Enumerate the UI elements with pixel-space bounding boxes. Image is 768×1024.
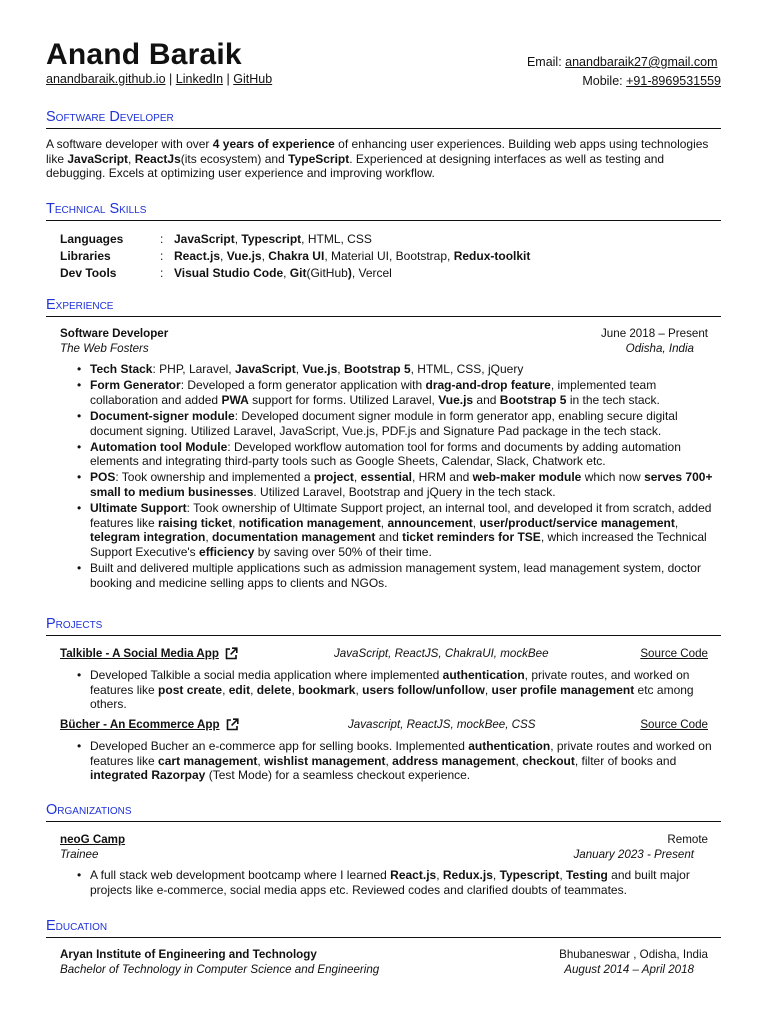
degree-name: Bachelor of Technology in Computer Science and Engineering [60, 962, 380, 976]
section-title-organizations: Organizations [46, 801, 721, 822]
experience-entry [60, 327, 722, 592]
text-run: , [261, 249, 269, 263]
contact-info [527, 53, 721, 91]
skill-key: Languages [60, 232, 124, 246]
bold-text: integrated Razorpay [90, 768, 206, 783]
section-title-experience: Experience [46, 296, 721, 317]
text-run: which now [581, 470, 645, 485]
list-item [90, 440, 722, 469]
summary-part: of enhancing user experiences. Building web apps using technologies like [46, 137, 709, 166]
bold-text: Chakra UI [268, 249, 325, 263]
mobile-line [527, 72, 721, 91]
text-run: , [355, 682, 363, 697]
bold-text: Redux-toolkit [453, 249, 531, 263]
email-label: Email: [526, 55, 562, 69]
link-separator: | [226, 72, 234, 86]
text-run: , [380, 515, 388, 530]
text-run: in the tech stack. [566, 392, 660, 407]
list-item [90, 561, 722, 590]
bold-text: post create [158, 682, 223, 697]
text-run: , HRM and [411, 470, 473, 485]
text-run: by saving over 50% of their time. [254, 545, 432, 560]
linkedin-link[interactable]: LinkedIn [175, 72, 224, 86]
organization-entry [60, 833, 722, 899]
school-location: Bhubaneswar , Odisha, India [559, 948, 708, 961]
bold-text: Bootstrap 5 [343, 362, 411, 377]
website-link[interactable]: anandbaraik.github.io [46, 72, 166, 86]
project-title[interactable]: Bücher - An Ecommerce App [60, 718, 220, 731]
text-run: and built major projects like e-commerce, social media apps etc. Reviewed codes and clarified doubts of teammates. [90, 868, 690, 897]
text-run: , [283, 266, 290, 280]
bold-text: essential [360, 470, 412, 485]
text-run: , [291, 682, 299, 697]
bold-text: cart management [158, 753, 258, 768]
bold-text: Typescript [499, 868, 560, 883]
text-run: , [234, 232, 242, 246]
email-line [527, 53, 721, 72]
bold-text: Git [289, 266, 307, 280]
section-title-education: Education [46, 917, 721, 938]
organization-bullets [60, 868, 722, 897]
text-run: , HTML, CSS [301, 232, 372, 246]
project-stack: JavaScript, ReactJS, ChakraUI, mockBee [334, 647, 549, 660]
skill-row [60, 231, 530, 248]
text-run: : Developed workflow automation tool for forms and documents by adding automation elements and integrating third-party tools such as Google Sheets, Calendar, Slack, Chatwork etc. [90, 439, 681, 469]
education-entry [60, 948, 708, 977]
bold-text: Automation tool Module [90, 439, 228, 454]
list-item [90, 362, 722, 377]
text-run: , [484, 682, 492, 697]
list-item [90, 409, 722, 438]
bold-text: Form Generator [90, 378, 181, 393]
summary-bold: ReactJs [134, 151, 181, 166]
text-run: (GitHub [306, 266, 348, 280]
bold-text: Bootstrap 5 [499, 392, 567, 407]
bold-text: JavaScript [234, 362, 296, 377]
organization-name[interactable]: neoG Camp [60, 833, 126, 846]
experience-header [60, 327, 708, 342]
bold-text: telegram integration [90, 530, 206, 545]
text-run: , [353, 470, 361, 485]
text-run: and [473, 392, 500, 407]
text-run: Developed Bucher an e-commerce app for selling books. Implemented [90, 739, 469, 753]
organization-role: Trainee [60, 847, 99, 861]
text-run: Built and delivered multiple applications such as admission management system, lead management system, doctor booking and medicine selling apps to clients and NGOs. [90, 561, 701, 590]
github-link[interactable]: GitHub [233, 72, 273, 86]
bold-text: notification management [238, 515, 381, 530]
text-run: , [385, 753, 393, 768]
bold-text: Vue.js [302, 362, 338, 377]
text-run: and [375, 530, 403, 545]
bold-text: JavaScript [174, 232, 235, 246]
text-run: : Took ownership and implemented a [115, 470, 314, 485]
bold-text: user profile management [491, 682, 635, 697]
bold-text: Ultimate Support [90, 501, 187, 515]
job-dates: June 2018 – Present [601, 327, 708, 340]
text-run: (Test Mode) for a seamless checkout experience. [205, 768, 471, 783]
bold-text: React.js [390, 868, 437, 883]
text-run: , HTML, CSS, jQuery [410, 362, 524, 377]
bold-text: ticket reminders for TSE [402, 530, 541, 545]
bold-text: Document-signer module [90, 408, 235, 423]
list-item [90, 501, 722, 560]
summary-text [46, 137, 726, 181]
organization-mode: Remote [667, 833, 708, 846]
experience-bullets [60, 362, 722, 590]
skill-separator: : [160, 232, 164, 246]
list-item [90, 378, 722, 407]
text-run: , filter of books and [574, 753, 677, 768]
text-run: , [559, 868, 567, 883]
text-run: , [205, 530, 213, 545]
bold-text: Redux.js [442, 868, 493, 883]
summary-part: . Experienced at designing interfaces as well as testing and debugging. Excels at optimizing user experience and improving workflow. [46, 151, 665, 181]
list-item [90, 739, 722, 783]
bold-text: PWA [221, 392, 249, 407]
list-item [90, 668, 722, 712]
candidate-name: Anand Baraik [46, 38, 242, 71]
skill-key: Libraries [60, 249, 111, 263]
bold-text: wishlist management [264, 753, 386, 768]
section-title-skills: Technical Skills [46, 200, 721, 221]
skill-separator: : [160, 266, 164, 280]
list-item [90, 470, 722, 499]
skill-values [174, 248, 530, 265]
external-link-icon[interactable] [225, 647, 238, 663]
text-run: , [472, 515, 480, 530]
education-header [60, 948, 708, 963]
text-run: : Took ownership of Ultimate Support project, an internal tool, and developed it from scratch, added features like [90, 501, 712, 530]
skill-key: Dev Tools [60, 266, 117, 280]
bold-text: authentication [468, 739, 551, 753]
bold-text: edit [228, 682, 251, 697]
text-run: support for forms. Utilized Laravel, [248, 392, 439, 407]
text-run: , [232, 515, 239, 530]
section-title-summary: Software Developer [46, 108, 721, 129]
bold-text: announcement [387, 515, 473, 530]
text-run: : Developed document signer module in form generator app, enabling secure digital document signing. Utilized Laravel, JavaScript, Vue.js, PDF.js and Signature Pad package in the tech stack. [90, 408, 678, 438]
source-code-link[interactable]: Source Code [640, 647, 708, 660]
text-run: , [436, 868, 443, 883]
job-title: Software Developer [60, 327, 169, 340]
project-header [60, 718, 708, 734]
bold-text: drag-and-drop feature [425, 378, 551, 393]
bold-text: bookmark [298, 682, 356, 697]
project-bullets [60, 739, 722, 783]
text-run: , [492, 868, 500, 883]
summary-part: (its ecosystem) and [180, 151, 289, 166]
text-run: Developed Talkible a social media application where implemented [90, 668, 443, 682]
bold-text: Visual Studio Code [174, 266, 284, 280]
link-separator: | [169, 72, 176, 86]
bold-text: user/product/service management [479, 515, 675, 530]
education-dates: August 2014 – April 2018 [564, 962, 694, 976]
email-link[interactable]: anandbaraik27@gmail.com [565, 55, 718, 69]
text-run: A full stack web development bootcamp where I learned [90, 868, 391, 883]
project-title[interactable]: Talkible - A Social Media App [60, 647, 219, 660]
text-run: , Vercel [351, 266, 392, 280]
education-subheader [60, 963, 708, 978]
summary-bold: TypeScript [288, 151, 350, 166]
summary-part: A software developer with over [46, 137, 213, 151]
bold-text: Typescript [241, 232, 302, 246]
external-link-icon[interactable] [226, 718, 239, 734]
source-code-link[interactable]: Source Code [640, 718, 708, 731]
organization-dates: January 2023 - Present [573, 847, 694, 861]
skill-row [60, 265, 530, 282]
summary-part: , [128, 151, 135, 166]
bold-text: authentication [442, 668, 525, 682]
school-name: Aryan Institute of Engineering and Technology [60, 948, 317, 961]
text-run: , [250, 682, 257, 697]
summary-bold: JavaScript [67, 151, 129, 166]
text-run: , [220, 249, 227, 263]
bold-text: delete [256, 682, 292, 697]
job-location: Odisha, India [625, 341, 694, 355]
bold-text: ) [347, 266, 352, 280]
organization-header [60, 833, 708, 848]
bold-text: efficiency [199, 545, 255, 560]
bold-text: Vue.js [226, 249, 262, 263]
text-run: etc among others. [90, 682, 694, 712]
text-run: : Developed a form generator application with [180, 378, 426, 393]
bold-text: Testing [566, 868, 608, 883]
mobile-label: Mobile: [582, 74, 623, 88]
skill-separator: : [160, 249, 164, 263]
skills-table [60, 231, 530, 282]
bold-text: checkout [522, 753, 575, 768]
bold-text: Tech Stack [90, 362, 153, 377]
text-run: , [674, 515, 679, 530]
project-entry [60, 647, 722, 713]
text-run: : PHP, Laravel, [152, 362, 235, 377]
bold-text: Vue.js [438, 392, 474, 407]
bold-text: documentation management [212, 530, 376, 545]
text-run: . Utilized Laravel, Bootstrap and jQuery in the tech stack. [253, 485, 556, 499]
mobile-link[interactable]: +91-8969531559 [626, 74, 721, 88]
text-run: , [295, 362, 303, 377]
company-name: The Web Fosters [60, 341, 149, 355]
skill-row [60, 248, 530, 265]
text-run: , [515, 753, 523, 768]
bold-text: raising ticket [158, 515, 233, 530]
bold-text: serves 700+ small to medium businesses [90, 470, 713, 499]
project-stack: Javascript, ReactJS, mockBee, CSS [348, 718, 536, 731]
header-links [46, 72, 272, 87]
section-title-projects: Projects [46, 615, 721, 636]
project-bullets [60, 668, 722, 712]
text-run: , private routes, and worked on features like [90, 668, 690, 697]
skill-values [174, 265, 392, 282]
experience-subheader [60, 342, 708, 357]
bold-text: React.js [174, 249, 221, 263]
list-item [90, 868, 722, 897]
text-run: , implemented team collaboration and added [90, 378, 657, 407]
skill-values [174, 231, 372, 248]
text-run: , Material UI, Bootstrap, [324, 249, 454, 263]
project-entry [60, 718, 722, 784]
bold-text: address management [392, 753, 516, 768]
bold-text: users follow/unfollow [362, 682, 485, 697]
summary-bold: 4 years of experience [212, 137, 335, 151]
text-run: , [337, 362, 344, 377]
text-run: , [222, 682, 229, 697]
text-run: , private routes and worked on features like [90, 739, 712, 768]
organization-subheader [60, 848, 708, 863]
text-run: , which increased the Technical Support Executive's [90, 530, 707, 560]
bold-text: project [313, 470, 354, 485]
bold-text: POS [90, 470, 116, 485]
text-run: , [257, 753, 265, 768]
bold-text: web-maker module [472, 470, 582, 485]
project-header [60, 647, 708, 663]
